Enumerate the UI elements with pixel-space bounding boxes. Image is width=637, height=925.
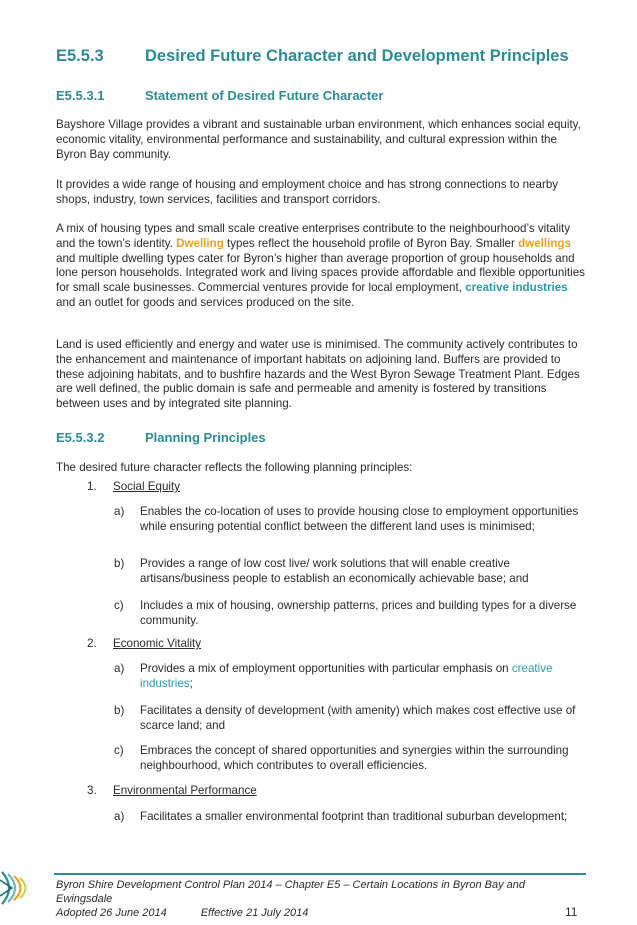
statement-number: E5.5.3.1	[56, 88, 105, 103]
list-item-text: Enables the co-location of uses to provide housing close to employment opportunities while ensuring potential conflict between the different land uses is minimised;	[140, 505, 579, 533]
list-marker: c)	[114, 599, 124, 612]
principle-title: Environmental Performance	[113, 784, 257, 797]
list-marker: c)	[114, 744, 124, 757]
footer-document-title: Byron Shire Development Control Plan 2014 – Chapter E5 – Certain Locations in Byron Bay and Ewingsdale	[56, 879, 525, 905]
p3-text-c: and multiple dwelling types cater for Byron’s higher than average proportion of group households and lone person households. Integrated work and living spaces provide affordable and flexible opportunities for small scale businesses. Commercial ventures provide for local employment,	[56, 251, 585, 295]
term-dwellings-link[interactable]: dwellings	[518, 236, 571, 250]
list-item-text: Facilitates a smaller environmental footprint than traditional suburban development;	[140, 810, 568, 823]
footer-divider	[54, 873, 586, 875]
list-item-text: Facilitates a density of development (with amenity) which makes cost effective use of scarce land; and	[140, 704, 576, 732]
list-item	[114, 662, 585, 692]
principle-title: Economic Vitality	[113, 637, 202, 650]
statement-title: Statement of Desired Future Character	[145, 88, 384, 103]
list-item-text-end: ;	[189, 676, 193, 690]
byron-shire-logo-icon	[0, 866, 34, 910]
term-creative-industries-link[interactable]: creative industries	[465, 281, 568, 295]
list-item	[114, 505, 585, 535]
statement-heading	[56, 88, 383, 103]
list-marker: a)	[114, 662, 125, 675]
list-number: 2.	[87, 637, 97, 650]
p3-text-b: types reflect the household profile of Byron Bay. Smaller	[227, 236, 515, 250]
list-item	[114, 810, 585, 825]
section-number: E5.5.3	[56, 47, 104, 65]
list-item	[114, 557, 585, 587]
list-item-text-a: Provides a mix of employment opportunities with particular emphasis on	[140, 662, 509, 675]
list-item-text: Provides a range of low cost live/ work solutions that will enable creative artisans/business people to establish an economically achievable base; and	[140, 557, 529, 585]
list-marker: b)	[114, 704, 125, 717]
principles-heading	[56, 430, 266, 445]
footer-dates	[56, 907, 308, 919]
principle-social-equity	[87, 480, 583, 495]
principles-title: Planning Principles	[145, 430, 266, 445]
term-dwelling-link[interactable]: Dwelling	[176, 236, 224, 250]
statement-paragraph-4: Land is used efficiently and energy and water use is minimised. The community actively contributes to the enhancement and maintenance of important habitats on adjoining land. Buffers are provided to these adjoining habitats, and to bushfire hazards and the West Byron Sewage Treatment Plant. Edges are well defined, the public domain is safe and permeable and amenity is fostered by transitions between uses and by integrated site planning.	[56, 338, 580, 411]
list-item-text: Embraces the concept of shared opportunities and synergies within the surrounding neighbourhood, which contributes to overall efficiencies.	[140, 744, 569, 772]
list-marker: b)	[114, 557, 125, 570]
list-marker: a)	[114, 505, 125, 518]
section-heading	[56, 47, 569, 66]
principle-environmental-performance	[87, 784, 583, 799]
effective-date: Effective 21 July 2014	[200, 907, 309, 919]
p3-text-a: A mix of housing types and small scale creative enterprises contribute to the neighbourhood’s vitality and the town’s identity.	[56, 222, 571, 250]
list-number: 3.	[87, 784, 97, 797]
principles-intro: The desired future character reflects the following planning principles:	[56, 461, 413, 474]
list-marker: a)	[114, 810, 125, 823]
statement-paragraph-3	[56, 222, 586, 311]
statement-paragraph-2: It provides a wide range of housing and employment choice and has strong connections to nearby shops, industry, town services, facilities and transport corridors.	[56, 178, 559, 206]
adopted-date: Adopted 26 June 2014	[56, 907, 167, 919]
list-item	[114, 599, 585, 629]
section-title: Desired Future Character and Development Principles	[145, 47, 569, 65]
principle-title: Social Equity	[113, 480, 181, 493]
list-item-text: Includes a mix of housing, ownership patterns, prices and building types for a diverse community.	[140, 599, 577, 627]
principles-number: E5.5.3.2	[56, 430, 105, 445]
list-number: 1.	[87, 480, 97, 493]
list-item	[114, 744, 585, 774]
statement-paragraph-1: Bayshore Village provides a vibrant and sustainable urban environment, which enhances social equity, economic vitality, environmental performance and sustainability, and cultural expression within the Byron Bay community.	[56, 118, 581, 161]
p3-text-d: and an outlet for goods and services produced on the site.	[56, 295, 355, 309]
list-item-text	[140, 662, 585, 692]
page-number: 11	[565, 905, 578, 919]
principle-economic-vitality	[87, 637, 583, 652]
term-creative-industries-link-2[interactable]: creative industries	[140, 662, 553, 690]
list-item	[114, 704, 585, 734]
